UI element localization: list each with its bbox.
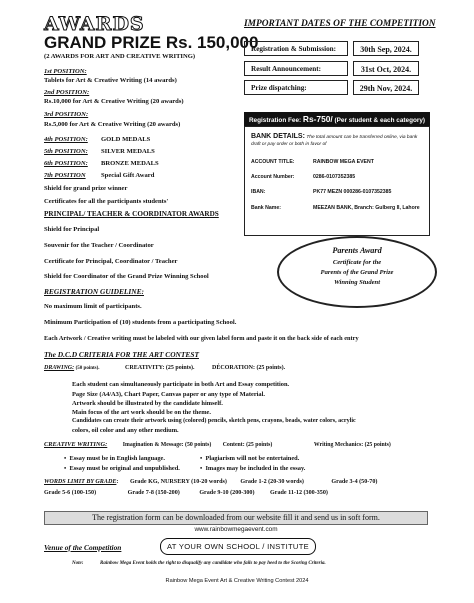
creativity-points: CREATIVITY: (25 points). bbox=[125, 365, 195, 371]
fee-amount: Rs-750/ bbox=[302, 114, 333, 124]
fee-prefix: Registration Fee: bbox=[248, 117, 303, 124]
position-7-text: Special Gift Award bbox=[101, 172, 155, 179]
parents-award-line: Winning Student bbox=[333, 279, 381, 286]
registration-line: Each Artwork / Creative writing must be labeled with our given label form and paste it on the back side of each entry bbox=[44, 335, 359, 342]
date-label: Registration & Submission: bbox=[244, 41, 348, 56]
bank-row-value: RAINBOW MEGA EVENT bbox=[313, 159, 374, 165]
principal-item: Shield for Coordinator of the Grand Prize Winning School bbox=[44, 273, 209, 280]
parents-award-line: Parents of the Grand Prize bbox=[320, 269, 394, 276]
bank-row-label: Bank Name: bbox=[251, 205, 281, 211]
position-4-heading: 4th POSITION: bbox=[44, 136, 88, 143]
venue-value-box: AT YOUR OWN SCHOOL / INSTITUTE bbox=[160, 538, 316, 555]
principal-item: Souvenir for the Teacher / Coordinator bbox=[44, 242, 154, 249]
position-6-heading: 6th POSITION: bbox=[44, 160, 88, 167]
position-1-heading: 1st POSITION: bbox=[44, 68, 87, 75]
words-limit-item: Grade 7-8 (150-200) bbox=[127, 490, 180, 496]
registration-line: No maximum limit of participants. bbox=[44, 303, 142, 310]
bank-row-label: ACCOUNT TITLE: bbox=[251, 159, 295, 165]
bullet-dot-icon: • bbox=[64, 465, 70, 472]
download-form-notice: The registration form can be downloaded from our website fill it and send us in soft form. bbox=[44, 511, 428, 525]
principal-item: Certificate for Principal, Coordinator / Teacher bbox=[44, 258, 178, 265]
words-limit-item: Grade KG, NURSERY (10-20 words) bbox=[129, 479, 227, 485]
bank-row-account-number bbox=[251, 174, 355, 180]
footer-text: Rainbow Mega Event Art & Creative Writing Contest 2024 bbox=[165, 578, 309, 584]
bank-row-bank-name bbox=[251, 205, 420, 211]
bank-note: The total amount can be transferred online, via bank draft or pay order or both in favor of bbox=[251, 135, 418, 147]
bullet-text: Plagiarism will not be entertained. bbox=[205, 455, 300, 462]
creative-writing-scores bbox=[44, 441, 391, 448]
venue-label: Venue of the Competition bbox=[44, 543, 122, 552]
decoration-points: DÉCORATION: (25 points). bbox=[212, 365, 286, 371]
parents-award-title: Parents Award bbox=[332, 246, 382, 255]
criteria-line: Each student can simultaneously participate in both Art and Essay competition. bbox=[72, 381, 290, 388]
two-awards-subtitle: (2 AWARDS FOR ART AND CREATIVE WRITING) bbox=[44, 53, 196, 60]
bank-row-value: 0286-0107352385 bbox=[313, 174, 356, 180]
position-5-heading: 5th POSITION: bbox=[44, 148, 88, 155]
criteria-heading: The D.C.D CRITERIA FOR THE ART CONTEST bbox=[44, 350, 199, 359]
principal-item: Shield for Principal bbox=[44, 226, 100, 233]
parents-award-line: Certificate for the bbox=[332, 259, 382, 266]
bank-row-account-title bbox=[251, 159, 374, 165]
principal-awards-heading: PRINCIPAL/ TEACHER & COORDINATOR AWARDS bbox=[44, 210, 219, 218]
words-limit-colon: : bbox=[116, 479, 119, 485]
essay-bullet bbox=[200, 455, 299, 462]
bullet-dot-icon: • bbox=[200, 455, 206, 462]
words-limit-label: WORDS LIMIT BY GRADE bbox=[44, 479, 117, 485]
note-label: Note: bbox=[72, 561, 84, 566]
bank-row-value: PK77 MEZN 000286-0107352385 bbox=[313, 189, 392, 195]
content-points: Content: (25 points) bbox=[222, 442, 273, 448]
essay-bullet bbox=[64, 465, 180, 472]
words-limit-item: Grade 1-2 (20-30 words) bbox=[240, 479, 304, 485]
bullet-dot-icon: • bbox=[200, 465, 206, 472]
criteria-scores bbox=[44, 365, 285, 371]
criteria-line: Artwork should be illustrated by the candidate himself. bbox=[72, 400, 223, 407]
bank-row-value: MEEZAN BANK, Branch: Gulberg II, Lahore bbox=[313, 205, 420, 211]
words-limit-item: Grade 11-12 (300-350) bbox=[270, 490, 328, 496]
essay-bullet bbox=[64, 455, 165, 462]
date-label: Result Announcement: bbox=[244, 61, 348, 76]
position-4-text: GOLD MEDALS bbox=[101, 136, 151, 143]
criteria-line: colors, oil color and any other medium. bbox=[72, 427, 179, 434]
position-6-text: BRONZE MEDALS bbox=[101, 160, 159, 167]
bullet-dot-icon: • bbox=[64, 455, 70, 462]
bank-row-label: IBAN: bbox=[251, 189, 266, 195]
position-3-heading: 3rd POSITION: bbox=[44, 111, 89, 118]
bank-row-iban bbox=[251, 189, 391, 195]
bullet-text: Essay must be in English language. bbox=[69, 455, 165, 462]
position-2-text: Rs.10,000 for Art & Creative Writing (20 awards) bbox=[44, 98, 184, 105]
words-limit-item: Grade 3-4 (50-70) bbox=[331, 479, 378, 485]
words-limit-row-2 bbox=[44, 490, 328, 496]
position-3-text: Rs.5,000 for Art & Creative Writing (20 awards) bbox=[44, 121, 181, 128]
date-label: Prize dispatching: bbox=[244, 80, 348, 95]
mechanics-points: Writing Mechanics: (25 points) bbox=[313, 442, 391, 448]
note-text: Rainbow Mega Event holds the right to disqualify any candidate who fails to pay heed to the Scoring Criteria. bbox=[100, 561, 326, 566]
criteria-line: Page Size (A4/A3), Chart Paper, Canvas paper or any type of Material. bbox=[72, 391, 265, 398]
imagination-points: Imagination & Message: (50 points) bbox=[122, 442, 212, 448]
registration-guideline-heading: REGISTRATION GUIDELINE: bbox=[44, 287, 144, 296]
date-value: 29th Nov, 2024. bbox=[353, 80, 419, 95]
grand-prize-heading: GRAND PRIZE Rs. 150,000 bbox=[44, 33, 259, 52]
bank-details-box bbox=[244, 126, 430, 236]
criteria-line: Candidates can create their artwork using (colored) pencils, sketch pens, crayons, beads, water colors, acrylic bbox=[72, 418, 356, 424]
position-5-text: SILVER MEDALS bbox=[101, 148, 155, 155]
registration-fee-bar bbox=[244, 112, 430, 126]
website-link[interactable]: www.rainbowmegaevent.com bbox=[194, 526, 278, 533]
awards-title: AWARDS bbox=[44, 13, 145, 35]
date-value: 30th Sep, 2024. bbox=[353, 41, 419, 56]
position-7-heading: 7th POSITION bbox=[44, 172, 86, 179]
parents-award-oval bbox=[277, 236, 437, 308]
bullet-text: Images may be included in the essay. bbox=[205, 465, 306, 472]
drawing-label: DRAWING: bbox=[44, 365, 75, 371]
drawing-points: (50 points). bbox=[75, 366, 100, 371]
certificates-all-text: Certificates for all the participants students' bbox=[44, 198, 169, 205]
bullet-text: Essay must be original and unpublished. bbox=[69, 465, 180, 472]
bank-intro bbox=[251, 133, 425, 148]
shield-winner-text: Shield for grand prize winner bbox=[44, 185, 128, 192]
date-value: 31st Oct, 2024. bbox=[353, 61, 419, 76]
criteria-line: Main focus of the art work should be on the theme. bbox=[72, 409, 211, 416]
words-limit-item: Grade 9-10 (200-300) bbox=[199, 490, 255, 496]
important-dates-heading: IMPORTANT DATES OF THE COMPETITION bbox=[244, 19, 436, 29]
words-limit-row-1 bbox=[44, 479, 377, 485]
fee-suffix: (Per student & each category) bbox=[332, 117, 426, 124]
position-1-text: Tablets for Art & Creative Writing (14 awards) bbox=[44, 77, 177, 84]
bank-row-label: Account Number: bbox=[251, 174, 295, 180]
registration-line: Minimum Participation of (10) students from a participating School. bbox=[44, 319, 237, 326]
bank-details-title: BANK DETAILS: bbox=[251, 133, 305, 140]
essay-bullet bbox=[200, 465, 305, 472]
creative-writing-label: CREATIVE WRITING: bbox=[44, 441, 108, 448]
words-limit-item: Grade 5-6 (100-150) bbox=[44, 490, 97, 496]
position-2-heading: 2nd POSITION: bbox=[44, 89, 90, 96]
